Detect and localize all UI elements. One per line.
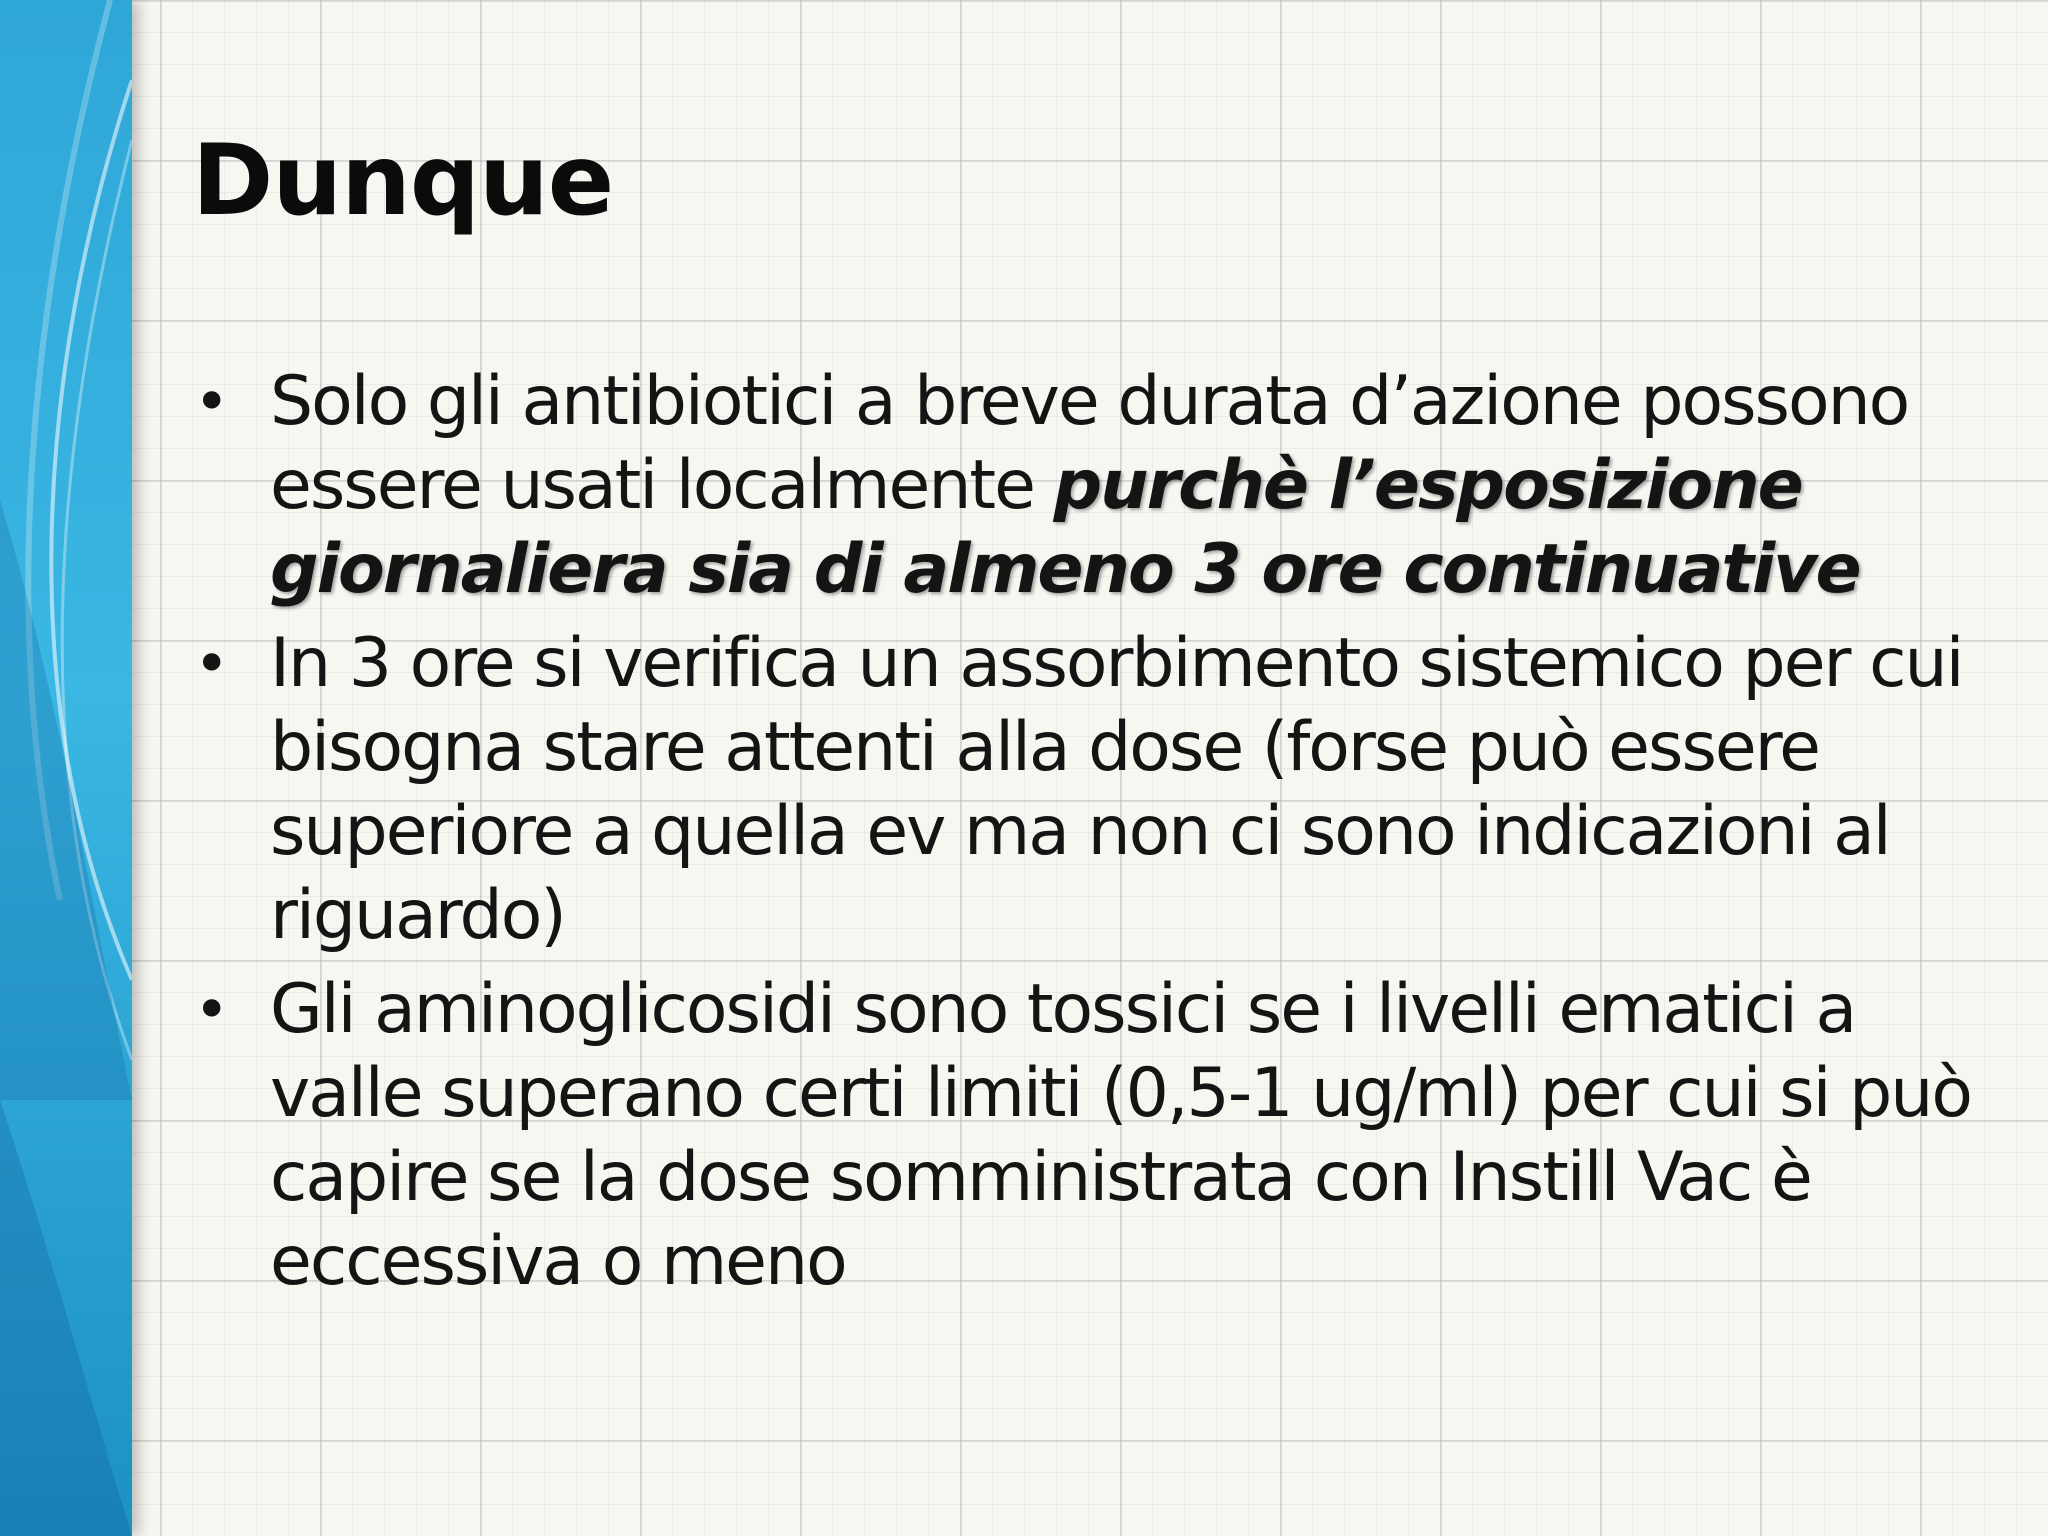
bullet-text-3: Gli aminoglicosidi sono tossici se i livelli ematici a valle superano certi limiti (0,5-1 ug/ml) per cui si può capire se la dose somministrata con Instill Vac è eccessiva o meno [270, 970, 1971, 1301]
decorative-side-band [0, 0, 132, 1536]
bullet-dot: • [194, 629, 228, 699]
wave-decoration [0, 0, 132, 1536]
bullet-item-3 [190, 968, 1990, 1304]
bullet-emphasis-1: purchè l’esposizione giornaliera sia di almeno 3 ore continuative [270, 446, 1860, 609]
slide-title: Dunque [192, 124, 614, 238]
bullet-item-1 [190, 360, 1990, 612]
bullet-item-2 [190, 622, 1990, 958]
bullet-dot: • [194, 975, 228, 1045]
bullet-text-2: In 3 ore si verifica un assorbimento sistemico per cui bisogna stare attenti alla dose (forse può essere superiore a quella ev ma non ci sono indicazioni al riguardo) [270, 624, 1963, 955]
bullet-text-1: Solo gli antibiotici a breve durata d’azione possono essere usati localmente [270, 362, 1909, 525]
bullet-list [190, 360, 1990, 1314]
bullet-dot: • [194, 367, 228, 437]
